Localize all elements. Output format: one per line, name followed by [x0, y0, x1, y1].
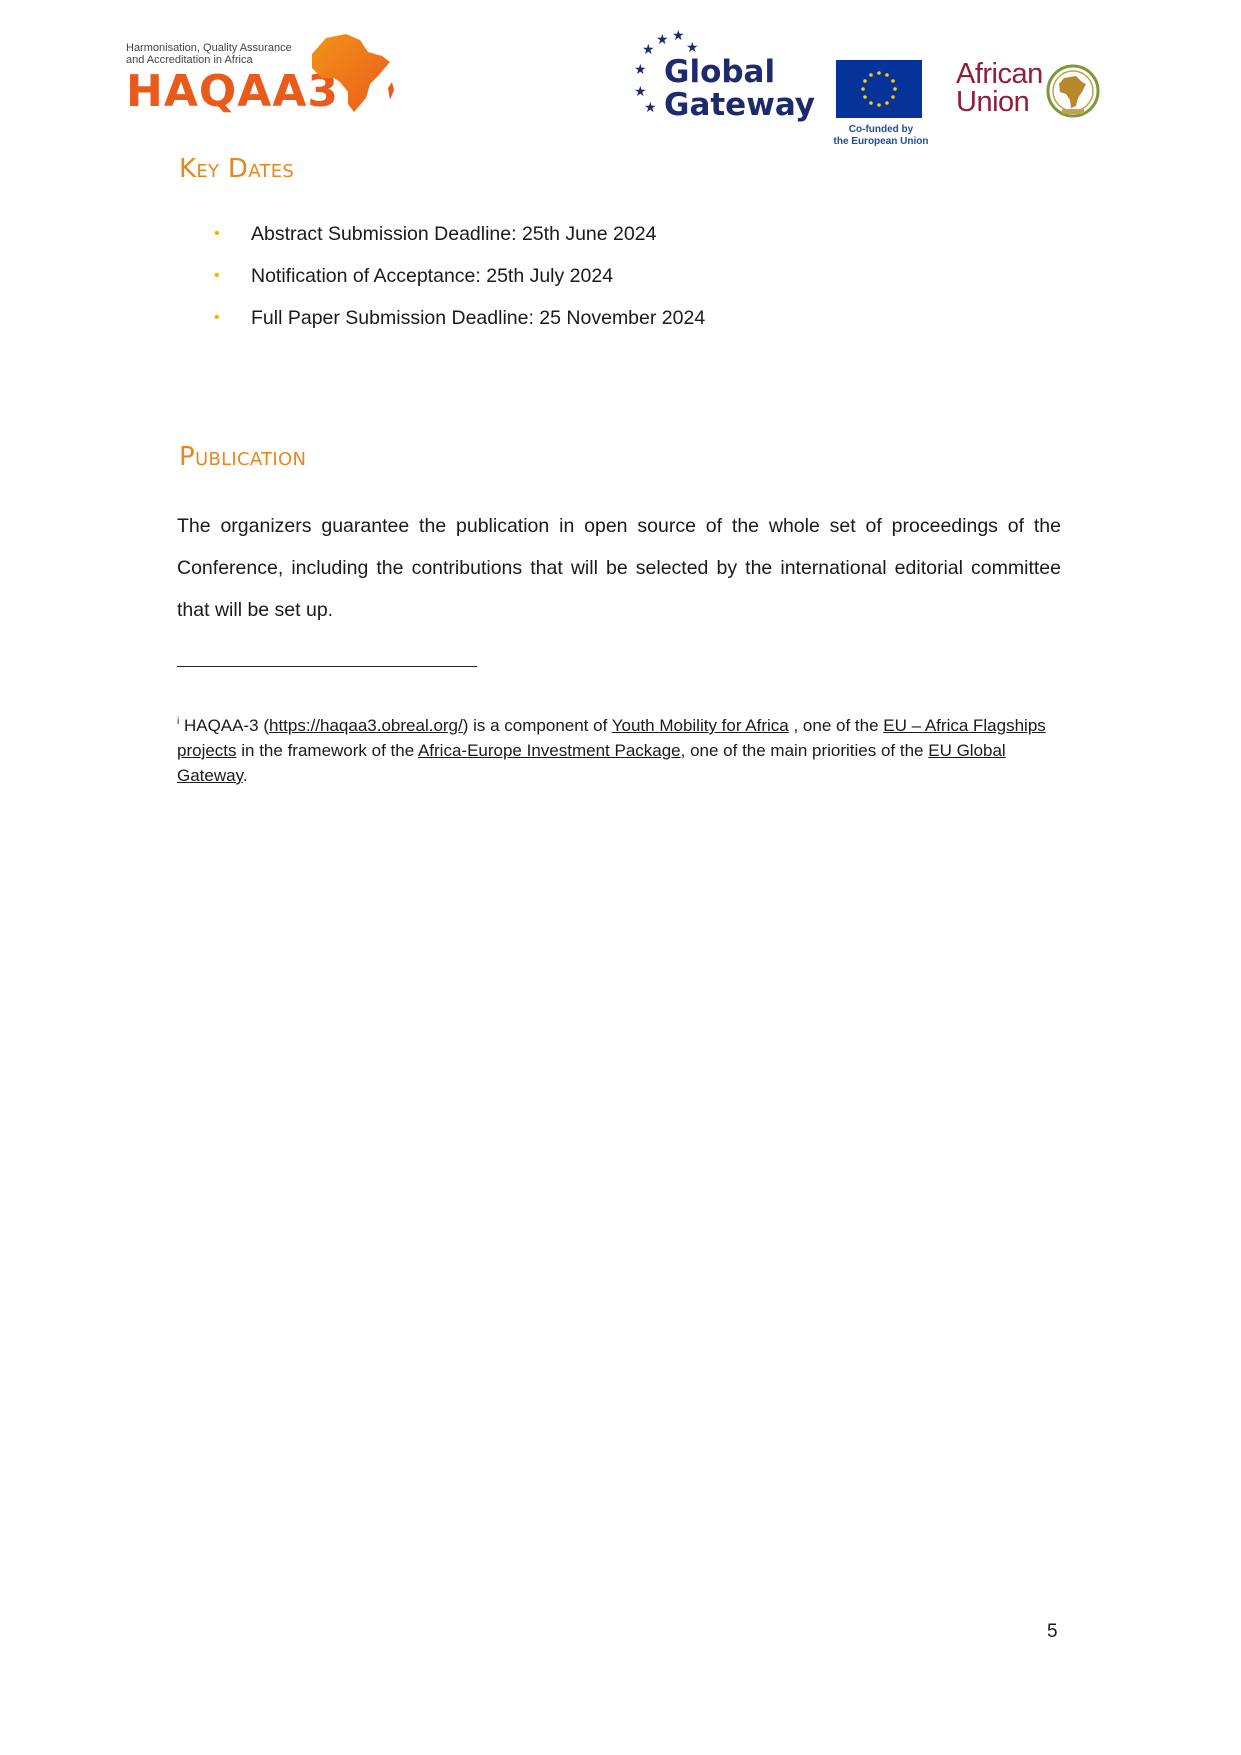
- key-date-text: Full Paper Submission Deadline: 25 November 2024: [251, 307, 706, 329]
- haqaa3-logo: [126, 32, 396, 116]
- eu-caption-line1: Co-funded by: [848, 124, 914, 135]
- page-number: 5: [1047, 1621, 1058, 1642]
- footnote-text: .: [242, 766, 248, 785]
- global-gateway-line1: Global: [664, 54, 776, 90]
- footnote-text: , one of the: [788, 716, 884, 735]
- svg-text:★: ★: [642, 42, 655, 58]
- global-gateway-logo: [628, 30, 816, 126]
- footnote-text: in the framework of the: [236, 741, 418, 760]
- publication-heading: Publication: [179, 442, 307, 472]
- african-union-line1: African: [956, 58, 1043, 90]
- investment-package-link[interactable]: Africa-Europe Investment Package: [417, 741, 681, 760]
- global-gateway-wordmark: [664, 56, 815, 122]
- haqaa3-wordmark: HAQAA3: [126, 66, 340, 117]
- footnote-marker: i: [177, 716, 180, 727]
- footnote-divider: [177, 666, 477, 667]
- eu-caption-line2: the European Union: [833, 136, 929, 147]
- key-date-text: Notification of Acceptance: 25th July 2024: [251, 265, 614, 287]
- svg-text:★: ★: [686, 40, 699, 56]
- svg-text:★: ★: [644, 100, 657, 116]
- footnote-text: , one of the main priorities of the: [680, 741, 929, 760]
- list-item: [214, 305, 705, 347]
- bullet-icon: •: [214, 267, 220, 284]
- footnote: [177, 709, 1057, 788]
- au-emblem-icon: [1044, 62, 1102, 120]
- africa-map-icon: [308, 32, 394, 114]
- african-union-wordmark: [956, 60, 1043, 116]
- footnote-text: HAQAA-3 (: [179, 716, 269, 735]
- african-union-line2: Union: [956, 86, 1030, 118]
- youth-mobility-link[interactable]: Youth Mobility for Africa: [611, 716, 789, 735]
- svg-text:★: ★: [634, 62, 647, 78]
- bullet-icon: •: [214, 225, 220, 242]
- key-dates-heading: Key Dates: [179, 154, 295, 184]
- eu-africa-flagships-link[interactable]: EU – Africa Flagships projects: [177, 716, 1046, 760]
- publication-paragraph: The organizers guarantee the publication in open source of the whole set of proceedings of the Conference, including the contributions that will be selected by the international editorial committee that will be set up.: [177, 515, 1061, 621]
- key-date-text: Abstract Submission Deadline: 25th June 2024: [251, 223, 657, 245]
- eu-stars-icon: [836, 60, 922, 118]
- eu-flag-icon: [836, 60, 922, 118]
- svg-text:★: ★: [634, 84, 647, 100]
- eu-cofunded-logo: [826, 60, 936, 148]
- haqaa3-tagline-line2: and Accreditation in Africa: [126, 54, 253, 66]
- svg-text:★: ★: [672, 30, 685, 44]
- haqaa3-tagline-line1: Harmonisation, Quality Assurance: [126, 42, 292, 54]
- eu-global-gateway-link[interactable]: EU Global Gateway: [177, 741, 1006, 785]
- haqaa3-tagline: [126, 42, 292, 66]
- haqaa3-url-link[interactable]: https://haqaa3.obreal.org/: [268, 716, 463, 735]
- global-gateway-line2: Gateway: [664, 87, 816, 123]
- footnote-text: ) is a component of: [462, 716, 612, 735]
- eu-caption: [826, 124, 936, 148]
- list-item: [214, 221, 705, 263]
- key-dates-list: [214, 221, 705, 347]
- svg-text:★: ★: [656, 32, 669, 48]
- african-union-logo: [956, 58, 1106, 122]
- bullet-icon: •: [214, 309, 220, 326]
- list-item: [214, 263, 705, 305]
